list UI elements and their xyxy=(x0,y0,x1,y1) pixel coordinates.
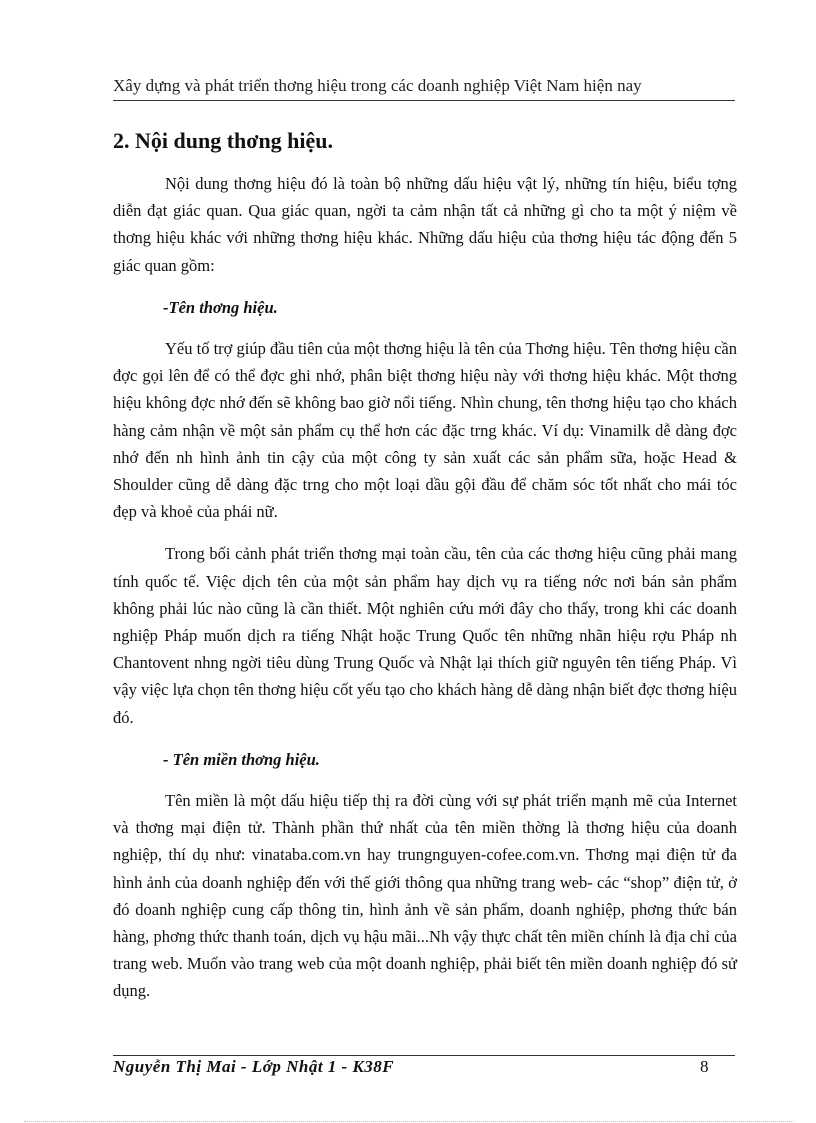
subheading-brand-name: -Tên thơng hiệu. xyxy=(163,297,278,317)
subheading-domain-name: - Tên miền thơng hiệu. xyxy=(163,749,320,769)
running-header: Xây dựng và phát triển thơng hiệu trong các doanh nghiệp Việt Nam hiện nay xyxy=(113,76,642,95)
domain-name-paragraph: Tên miền là một dấu hiệu tiếp thị ra đời cùng với sự phát triển mạnh mẽ của Internet và thơng mại điện tử. Thành phần thứ nhất của tên miền thờng là thơng hiệu của doanh nghiệp, thí dụ như: vinataba.com.vn hay trungnguyen-cofee.com.vn. Thơng mại điện tử đa hình ảnh của doanh nghiệp đến với thế giới thông qua những trang web- các “shop” điện tử, ở đó doanh nghiệp cung cấp thông tin, hình ảnh về sản phẩm, doanh nghiệp, phơng thức bán hàng, phơng thức thanh toán, dịch vụ hậu mãi...Nh vậy thực chất tên miền chính là địa chỉ của trang web. Muốn vào trang web của một doanh nghiệp, phải biết tên miền doanh nghiệp đó sử dụng. xyxy=(113,791,737,1001)
intro-paragraph: Nội dung thơng hiệu đó là toàn bộ những dấu hiệu vật lý, những tín hiệu, biểu tợng diễn đạt giác quan. Qua giác quan, ngời ta cảm nhận tất cả những gì cho ta một ý niệm về thơng hiệu khác với những thơng hiệu khác. Những dấu hiệu của thơng hiệu tác động đến 5 giác quan gồm: xyxy=(113,174,737,275)
footer-divider xyxy=(113,1055,735,1056)
brand-name-paragraph-1: Yếu tố trợ giúp đầu tiên của một thơng hiệu là tên của Thơng hiệu. Tên thơng hiệu cần đợc gọi lên để có thể đợc ghi nhớ, phân biệt thơng hiệu này với thơng hiệu khác. Một thơng hiệu không đợc nhớ đến sẽ không bao giờ nổi tiếng. Nhìn chung, tên thơng hiệu tạo cho khách hàng cảm nhận về một sản phẩm cụ thể hơn các đặc trng khác. Ví dụ: Vinamilk dễ dàng đợc nhớ đến nh hình ảnh tin cậy của một công ty sản xuất các sản phẩm sữa, hoặc Head & Shoulder cũng dễ dàng đặc trng cho một loại dầu gội đầu để chăm sóc tốt nhất cho mái tóc đẹp và khoẻ của phái nữ. xyxy=(113,339,737,522)
document-body xyxy=(113,170,737,1020)
footer-author: Nguyễn Thị Mai - Lớp Nhật 1 - K38F xyxy=(113,1057,395,1076)
page-number: 8 xyxy=(700,1057,709,1076)
section-title: 2. Nội dung thơng hiệu. xyxy=(113,128,334,153)
header-divider xyxy=(113,100,735,101)
page-bottom-border xyxy=(24,1121,794,1122)
brand-name-paragraph-2: Trong bối cảnh phát triển thơng mại toàn cầu, tên của các thơng hiệu cũng phải mang tính quốc tế. Việc dịch tên của một sản phẩm hay dịch vụ ra tiếng nớc nơi bán sản phẩm không phải lúc nào cũng là cần thiết. Một nghiên cứu mới đây cho thấy, trong khi các doanh nghiệp Pháp muốn dịch ra tiếng Nhật hoặc Trung Quốc tên những nhãn hiệu rợu Pháp nh Chantovent nhng ngời tiêu dùng Trung Quốc và Nhật lại thích giữ nguyên tên tiếng Pháp. Vì vậy việc lựa chọn tên thơng hiệu cốt yếu tạo cho khách hàng dễ dàng nhận biết đợc thơng hiệu đó. xyxy=(113,544,737,727)
